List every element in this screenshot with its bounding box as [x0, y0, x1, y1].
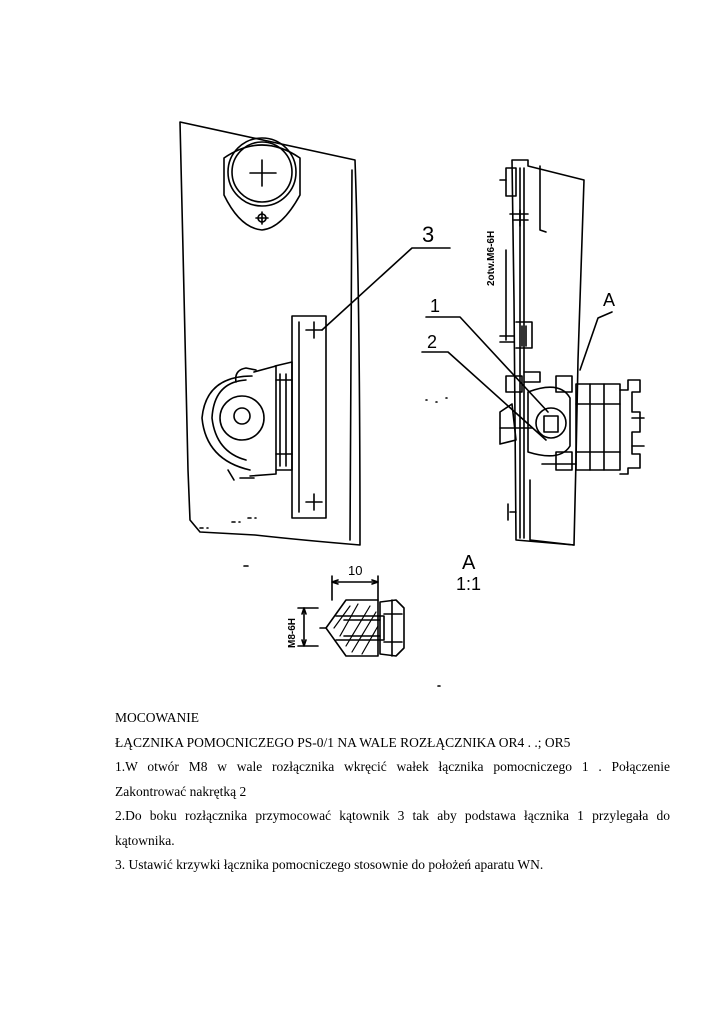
left-view [180, 122, 450, 566]
detail-title: A [462, 552, 476, 574]
callout-item-3: 3 [422, 222, 435, 247]
right-view [422, 160, 644, 545]
cam-outer [220, 396, 264, 440]
switch-body-outline [180, 122, 360, 545]
angle-bracket [292, 316, 326, 518]
thread-side-label: 2otw.M6-6H [486, 230, 497, 286]
shaft-center-mark [250, 160, 276, 186]
step-3: 3. Ustawić krzywki łącznika pomocniczego stosownie do położeń aparatu WN. [115, 857, 544, 872]
leader-view-a [580, 312, 612, 370]
document-subtitle: ŁĄCZNIKA POMOCNICZEGO PS-0/1 NA WALE ROZŁĄCZNIKA OR4 . .; OR5 [115, 734, 571, 750]
step-1-line-2: Zakontrować nakrętką 2 [115, 783, 247, 799]
step-2-line-1: 2.Do boku rozłącznika przymocować kątownik 3 tak aby podstawa łącznika 1 przylegała do [115, 808, 670, 823]
detail-a [298, 576, 440, 686]
detail-scale: 1:1 [456, 574, 482, 594]
thread-dimension [298, 608, 318, 646]
step-2-line-2: kątownika. [115, 832, 175, 848]
detail-thread-label: M8-6H [287, 617, 298, 648]
callout-item-1: 1 [430, 296, 441, 316]
callout-item-2: 2 [427, 332, 438, 352]
callout-view-a: A [603, 290, 616, 310]
document-title: MOCOWANIE [115, 710, 199, 725]
side-plate-outline [512, 160, 584, 545]
cam-inner [234, 408, 250, 424]
switch-body-inner-edge [350, 170, 352, 540]
detail-dimension-label: 10 [348, 563, 363, 578]
instructions [115, 706, 670, 878]
right-switch-block [576, 384, 620, 470]
step-1-line-1: 1.W otwór M8 w wale rozłącznika wkręcić wałek łącznika pomocniczego 1 . Połączenie [115, 759, 670, 774]
dimension-10-line [332, 576, 378, 600]
shaft-nut [536, 408, 566, 438]
leader-item-1 [426, 317, 548, 412]
